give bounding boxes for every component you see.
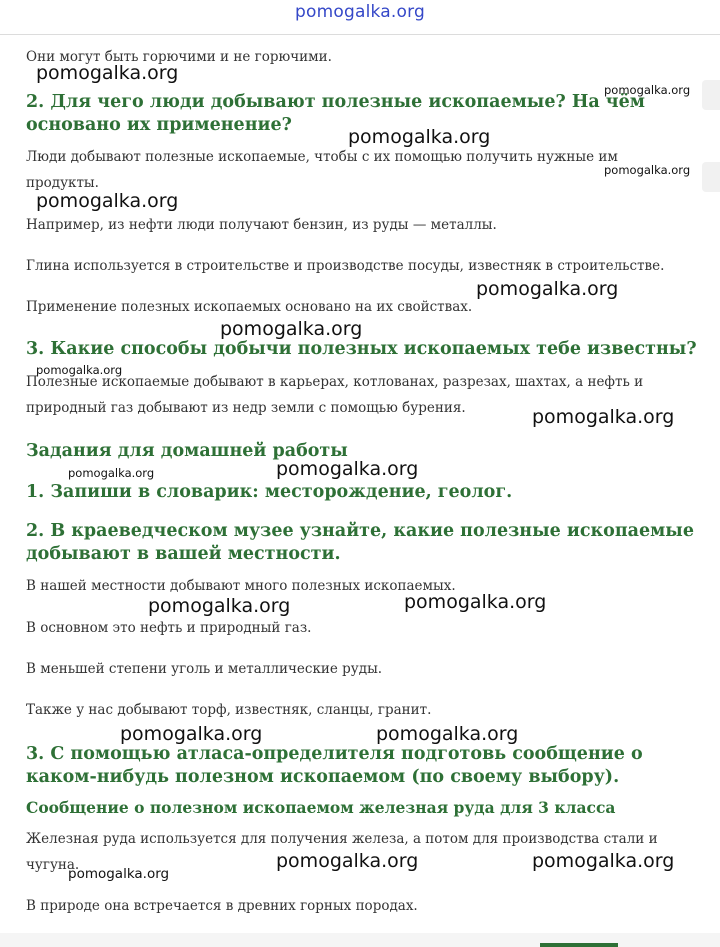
report-paragraph-2: В природе она встречается в древних горных породах.: [26, 898, 418, 914]
question-2-answer-properties: Применение полезных ископаемых основано на их свойствах.: [26, 299, 473, 315]
report-paragraph-line-1: Железная руда используется для получения железа, а потом для производства стали и: [26, 831, 658, 847]
side-tab-upper[interactable]: [702, 80, 720, 110]
homework-2-title-line-2: добывают в вашей местности.: [26, 544, 341, 564]
question-2-answer-line-2: продукты.: [26, 175, 99, 191]
homework-2-title-line-1: 2. В краеведческом музее узнайте, какие полезные ископаемые: [26, 521, 694, 541]
watermark: pomogalka.org: [68, 466, 155, 480]
watermark: pomogalka.org: [220, 318, 363, 340]
question-3-answer-line-2: природный газ добывают из недр земли с помощью бурения.: [26, 400, 466, 416]
homework-2-answer-3: В меньшей степени уголь и металлические руды.: [26, 661, 383, 677]
watermark: pomogalka.org: [36, 62, 179, 84]
watermark: pomogalka.org: [68, 866, 170, 882]
watermark: pomogalka.org: [348, 126, 491, 148]
watermark: pomogalka.org: [604, 83, 691, 97]
watermark: pomogalka.org: [36, 363, 123, 377]
report-paragraph-line-2: чугуна.: [26, 857, 80, 873]
watermark: pomogalka.org: [36, 190, 179, 212]
homework-3-title-line-2: каком-нибудь полезном ископаемом (по своему выбору).: [26, 767, 620, 787]
question-2-answer-example: Например, из нефти люди получают бензин, из руды — металлы.: [26, 217, 497, 233]
watermark: pomogalka.org: [404, 591, 547, 613]
watermark: pomogalka.org: [276, 458, 419, 480]
watermark: pomogalka.org: [120, 723, 263, 745]
watermark: pomogalka.org: [276, 850, 419, 872]
watermark: pomogalka.org: [476, 278, 619, 300]
watermark: pomogalka.org: [148, 595, 291, 617]
question-3-answer-line-1: Полезные ископаемые добывают в карьерах, котлованах, разрезах, шахтах, а нефть и: [26, 374, 644, 390]
homework-2-answer-2: В основном это нефть и природный газ.: [26, 620, 312, 636]
homework-title: Задания для домашней работы: [26, 441, 348, 461]
question-2-answer-clay: Глина используется в строительстве и производстве посуды, известняк в строительстве.: [26, 258, 665, 274]
watermark: pomogalka.org: [532, 850, 675, 872]
watermark: pomogalka.org: [604, 163, 691, 177]
question-2-title-line-2: основано их применение?: [26, 115, 292, 135]
paragraph-intro: Они могут быть горючими и не горючими.: [26, 49, 332, 65]
homework-3-title-line-1: 3. С помощью атласа-определителя подготовь сообщение о: [26, 744, 643, 764]
question-3-title: 3. Какие способы добычи полезных ископаемых тебе известны?: [26, 339, 697, 359]
watermark: pomogalka.org: [532, 406, 675, 428]
question-2-answer-line-1: Люди добывают полезные ископаемые, чтобы с их помощью получить нужные им: [26, 149, 618, 165]
question-2-title-line-1: 2. Для чего люди добывают полезные ископаемые? На чём: [26, 92, 645, 112]
site-logo[interactable]: pomogalka.org: [295, 2, 425, 22]
side-tab-lower[interactable]: [702, 162, 720, 192]
bottom-accent-button[interactable]: [540, 943, 618, 947]
report-title: Сообщение о полезном ископаемом железная руда для 3 класса: [26, 798, 616, 817]
watermark: pomogalka.org: [376, 723, 519, 745]
homework-1-title: 1. Запиши в словарик: месторождение, геолог.: [26, 482, 513, 502]
homework-2-answer-1: В нашей местности добывают много полезных ископаемых.: [26, 578, 456, 594]
homework-2-answer-4: Также у нас добывают торф, известняк, сланцы, гранит.: [26, 702, 432, 718]
